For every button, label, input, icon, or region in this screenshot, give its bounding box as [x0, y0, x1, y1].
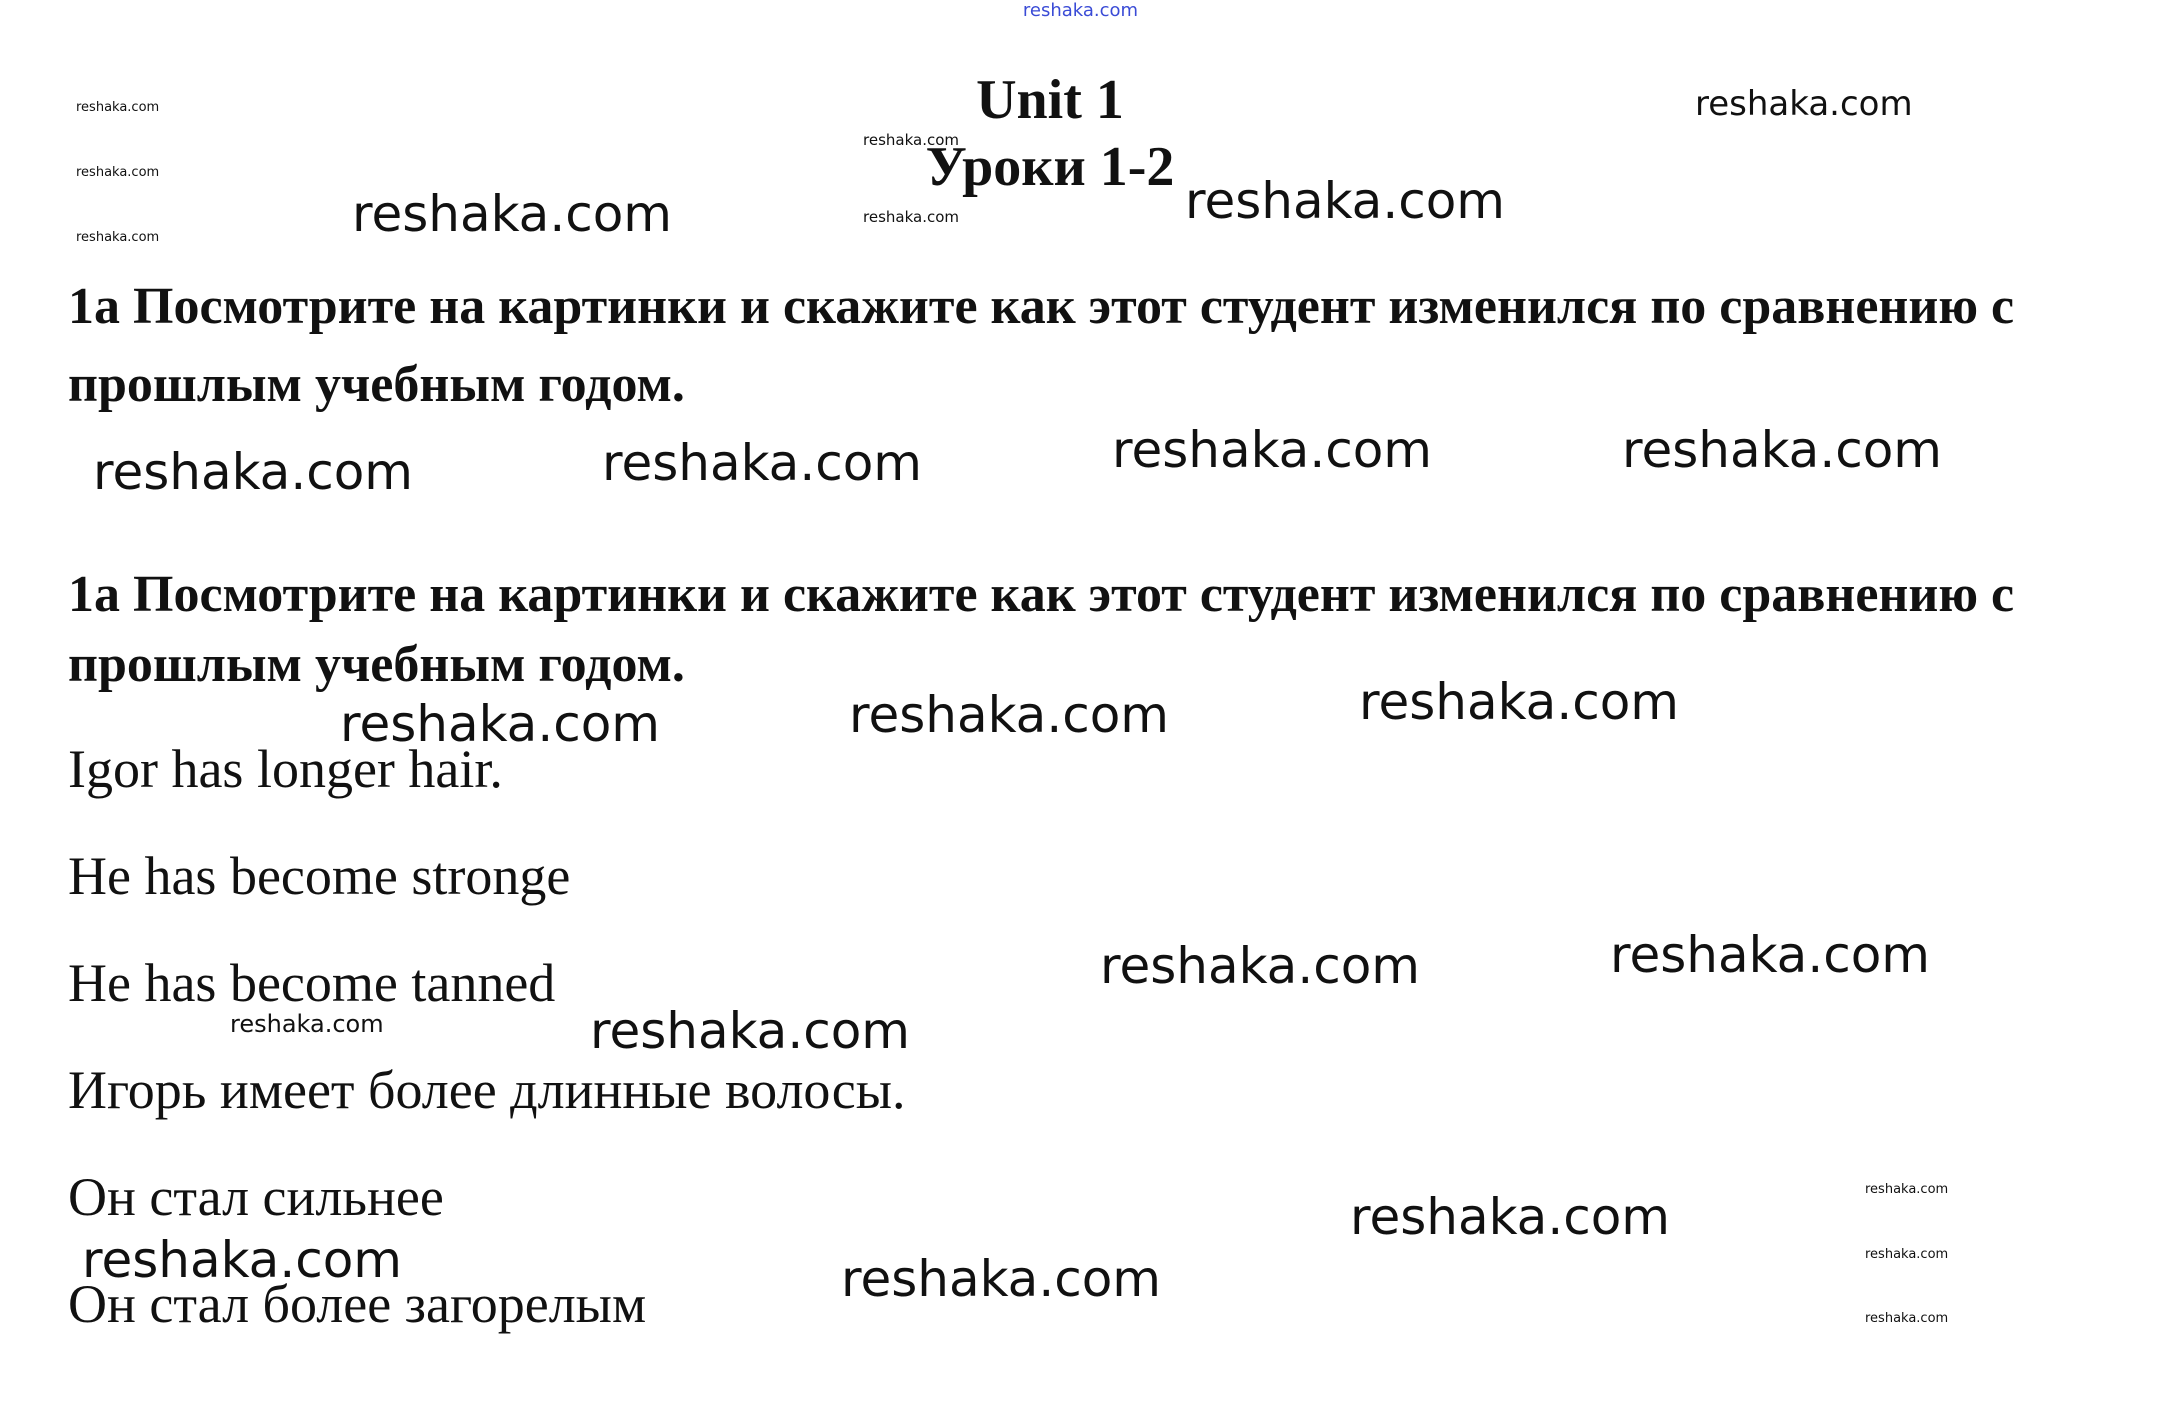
watermark-small: reshaka.com [1865, 1311, 1949, 1326]
answer-line-5: Он стал сильнее [68, 1167, 444, 1227]
watermark-large: reshaka.com [590, 1002, 910, 1060]
watermark-small: reshaka.com [76, 100, 160, 115]
lessons-title: Уроки 1-2 [925, 136, 1175, 198]
watermark-large: reshaka.com [849, 686, 1169, 744]
answer-line-1: Igor has longer hair. [68, 739, 503, 799]
answer-line-3: He has become tanned [68, 953, 556, 1013]
task-heading-first: 1а Посмотрите на картинки и скажите как этот студент изменился по сравнению с прошлым учебным годом. [68, 278, 2015, 413]
watermark-large: reshaka.com [1622, 421, 1942, 479]
unit-title: Unit 1 [976, 69, 1124, 131]
watermark-large: reshaka.com [352, 185, 672, 243]
watermark-large: reshaka.com [1350, 1188, 1670, 1246]
watermark-medium: reshaka.com [230, 1010, 384, 1038]
task-heading-second: 1а Посмотрите на картинки и скажите как этот студент изменился по сравнению с прошлым учебным годом. [68, 566, 2015, 693]
site-link[interactable]: reshaka.com [1022, 0, 1139, 21]
watermark-small: reshaka.com [1865, 1182, 1949, 1197]
watermark-large: reshaka.com [93, 443, 413, 501]
watermark-large: reshaka.com [841, 1250, 1161, 1308]
watermark-medium: reshaka.com [1695, 84, 1913, 124]
watermark-large: reshaka.com [1100, 937, 1420, 995]
watermark-small: reshaka.com [1865, 1247, 1949, 1262]
watermark-large: reshaka.com [1610, 926, 1930, 984]
watermark-large: reshaka.com [602, 434, 922, 492]
watermark-large: reshaka.com [1359, 673, 1679, 731]
watermark-small: reshaka.com [863, 131, 959, 149]
answer-line-6: Он стал более загорелым [68, 1274, 647, 1334]
watermark-small: reshaka.com [76, 165, 160, 180]
watermark-small: reshaka.com [76, 230, 160, 245]
answer-line-4: Игорь имеет более длинные волосы. [68, 1060, 906, 1120]
watermark-small: reshaka.com [863, 208, 959, 226]
watermark-large: reshaka.com [1185, 172, 1505, 230]
watermark-large: reshaka.com [340, 695, 660, 753]
answer-line-2: He has become stronge [68, 846, 571, 906]
watermark-large: reshaka.com [82, 1231, 402, 1289]
watermark-large: reshaka.com [1112, 421, 1432, 479]
